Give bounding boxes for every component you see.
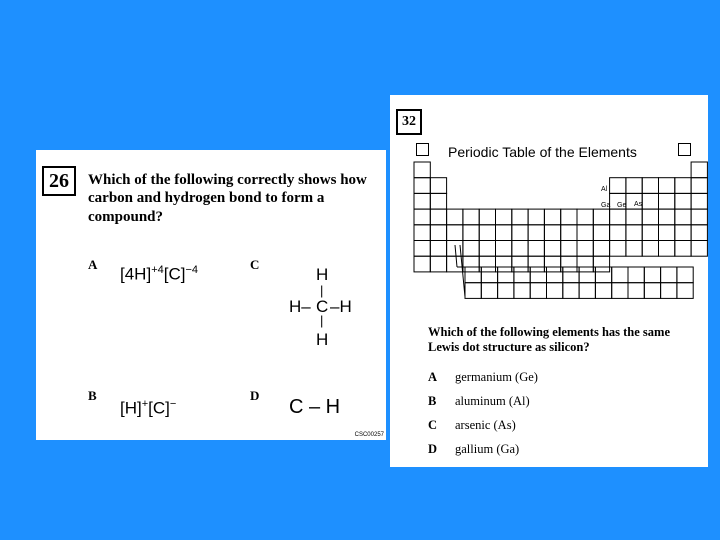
periodic-table-cell bbox=[659, 225, 675, 241]
periodic-table-cell bbox=[528, 209, 544, 225]
periodic-table-cell bbox=[675, 209, 691, 225]
answer-c-letter: C bbox=[428, 418, 438, 432]
periodic-table-cell bbox=[642, 178, 658, 194]
periodic-table-cell bbox=[530, 283, 546, 299]
question-32-card bbox=[390, 95, 708, 467]
periodic-table-cell bbox=[612, 283, 628, 299]
option-c-bond-bottom: | bbox=[320, 313, 324, 328]
periodic-table-cell bbox=[675, 193, 691, 209]
answer-b bbox=[428, 394, 530, 409]
periodic-table-cell bbox=[496, 241, 512, 257]
option-d-letter: D bbox=[250, 388, 260, 403]
periodic-table-cell bbox=[465, 283, 481, 299]
answer-a-letter: A bbox=[428, 370, 438, 384]
periodic-table-connector bbox=[455, 245, 465, 297]
periodic-table-cell bbox=[496, 225, 512, 241]
periodic-table-cell bbox=[514, 283, 530, 299]
periodic-table-cell bbox=[691, 193, 707, 209]
option-c-carbon: C bbox=[316, 297, 329, 316]
option-c-h-left: H– bbox=[289, 297, 311, 316]
periodic-table-cell bbox=[479, 241, 495, 257]
option-a-charge2: −4 bbox=[185, 264, 199, 276]
periodic-table-cell bbox=[626, 178, 642, 194]
periodic-table-cell bbox=[430, 241, 446, 257]
answer-c-text: arsenic (As) bbox=[455, 418, 516, 432]
periodic-table-cell bbox=[544, 241, 560, 257]
periodic-table-cell bbox=[610, 241, 626, 257]
periodic-table-cell bbox=[626, 241, 642, 257]
periodic-table-cell bbox=[544, 225, 560, 241]
answer-d bbox=[428, 442, 519, 457]
periodic-table-cell bbox=[544, 209, 560, 225]
answer-b-text: aluminum (Al) bbox=[455, 394, 530, 408]
periodic-table-cell bbox=[642, 241, 658, 257]
periodic-table-cell bbox=[610, 178, 626, 194]
periodic-table-cell bbox=[496, 209, 512, 225]
element-label-ga: Ga bbox=[601, 202, 611, 209]
option-b-letter: B bbox=[88, 388, 97, 403]
periodic-table-cell bbox=[561, 225, 577, 241]
option-b-formula bbox=[120, 398, 176, 419]
periodic-table-cell bbox=[447, 209, 463, 225]
periodic-table-cell bbox=[593, 225, 609, 241]
periodic-table-cell bbox=[628, 267, 644, 283]
periodic-table-cell bbox=[481, 283, 497, 299]
periodic-table-cell bbox=[642, 225, 658, 241]
periodic-table-cell bbox=[691, 209, 707, 225]
periodic-table-cell bbox=[577, 209, 593, 225]
periodic-table-cell bbox=[659, 193, 675, 209]
periodic-table-title: Periodic Table of the Elements bbox=[448, 144, 637, 160]
periodic-table-cell bbox=[430, 193, 446, 209]
periodic-table-cell bbox=[644, 283, 660, 299]
periodic-table-cell bbox=[675, 241, 691, 257]
periodic-table-cell bbox=[610, 209, 626, 225]
periodic-table-cell bbox=[463, 241, 479, 257]
periodic-table-cell bbox=[691, 241, 707, 257]
periodic-table-grid bbox=[414, 162, 707, 298]
periodic-table-cell bbox=[430, 225, 446, 241]
periodic-table-cell bbox=[675, 225, 691, 241]
question-number: 32 bbox=[396, 109, 422, 135]
periodic-table-cell bbox=[479, 209, 495, 225]
periodic-table-cell bbox=[561, 209, 577, 225]
periodic-table-cell bbox=[430, 209, 446, 225]
option-c-h-bottom: H bbox=[316, 330, 329, 349]
periodic-table-cell bbox=[677, 267, 693, 283]
periodic-table-cell bbox=[528, 241, 544, 257]
periodic-table-cell bbox=[659, 178, 675, 194]
periodic-table-cell bbox=[447, 225, 463, 241]
periodic-table-cell bbox=[528, 225, 544, 241]
answer-a bbox=[428, 370, 538, 385]
answer-d-text: gallium (Ga) bbox=[455, 442, 520, 456]
option-a-letter: A bbox=[88, 257, 98, 272]
periodic-table-cell bbox=[577, 241, 593, 257]
option-a-formula bbox=[120, 264, 198, 285]
periodic-table-cell bbox=[414, 209, 430, 225]
option-b-part2: [C] bbox=[148, 398, 170, 418]
periodic-table-cell bbox=[414, 178, 430, 194]
periodic-table-cell bbox=[691, 225, 707, 241]
periodic-table-cell bbox=[626, 209, 642, 225]
answer-b-letter: B bbox=[428, 394, 437, 408]
option-c-h-top: H bbox=[316, 265, 329, 284]
periodic-table-cell bbox=[414, 193, 430, 209]
option-b-charge2: − bbox=[169, 398, 177, 410]
answer-a-text: germanium (Ge) bbox=[455, 370, 538, 384]
option-c-h-right: –H bbox=[330, 297, 352, 316]
item-code: CSC00257 bbox=[354, 432, 384, 438]
periodic-table-cell bbox=[626, 225, 642, 241]
element-label-as: As bbox=[634, 201, 643, 208]
answer-d-letter: D bbox=[428, 442, 438, 456]
element-label-ge: Ge bbox=[617, 202, 627, 209]
question-stem: Which of the following correctly shows how carbon and hydrogen bond to form a compound? bbox=[88, 172, 367, 225]
periodic-table-cell bbox=[644, 267, 660, 283]
periodic-table-cell bbox=[595, 283, 611, 299]
option-b-part1: [H] bbox=[120, 398, 142, 418]
periodic-table-cell bbox=[677, 283, 693, 299]
periodic-table-cell bbox=[675, 178, 691, 194]
periodic-table-cell bbox=[561, 241, 577, 257]
periodic-table-cell bbox=[691, 162, 707, 178]
periodic-table-cell bbox=[642, 193, 658, 209]
periodic-table-cell bbox=[414, 241, 430, 257]
periodic-table-cell bbox=[447, 256, 463, 272]
periodic-table-cell bbox=[628, 283, 644, 299]
periodic-table-cell bbox=[612, 267, 628, 283]
periodic-table-cell bbox=[414, 256, 430, 272]
periodic-table-cell bbox=[512, 241, 528, 257]
periodic-table-cell bbox=[512, 209, 528, 225]
periodic-table-cell bbox=[463, 225, 479, 241]
periodic-table-cell bbox=[512, 225, 528, 241]
option-a-part1: [4H] bbox=[120, 264, 152, 284]
option-c-letter: C bbox=[250, 257, 260, 272]
periodic-table-cell bbox=[642, 209, 658, 225]
periodic-table-cell bbox=[579, 283, 595, 299]
option-a-charge1: +4 bbox=[151, 264, 164, 276]
question-number: 26 bbox=[42, 166, 76, 196]
periodic-table-cell bbox=[659, 241, 675, 257]
periodic-table-cell bbox=[463, 209, 479, 225]
periodic-table-cell bbox=[691, 178, 707, 194]
periodic-table-cell bbox=[414, 225, 430, 241]
periodic-table-cell bbox=[479, 225, 495, 241]
option-b-charge1: + bbox=[141, 398, 149, 410]
question-stem: Which of the following elements has the same Lewis dot structure as silicon? bbox=[428, 325, 670, 355]
periodic-table-cell bbox=[577, 225, 593, 241]
answer-c bbox=[428, 418, 516, 433]
option-d-formula: C – H bbox=[289, 396, 341, 418]
option-c-bond-top: | bbox=[320, 283, 324, 298]
periodic-table-cell bbox=[610, 225, 626, 241]
option-a-part2: [C] bbox=[163, 264, 186, 284]
periodic-table-cell bbox=[430, 178, 446, 194]
periodic-table-cell bbox=[661, 267, 677, 283]
periodic-table-cell bbox=[414, 162, 430, 178]
periodic-table-cell bbox=[547, 283, 563, 299]
element-label-al: Al bbox=[601, 186, 608, 193]
periodic-table-cell bbox=[593, 241, 609, 257]
periodic-table-cell bbox=[593, 209, 609, 225]
periodic-table-cell bbox=[563, 283, 579, 299]
periodic-table-cell bbox=[659, 209, 675, 225]
periodic-table-cell bbox=[498, 283, 514, 299]
question-26-card bbox=[36, 150, 386, 440]
periodic-table-diagram bbox=[390, 95, 708, 310]
periodic-table-cell bbox=[430, 256, 446, 272]
periodic-table-cell bbox=[661, 283, 677, 299]
